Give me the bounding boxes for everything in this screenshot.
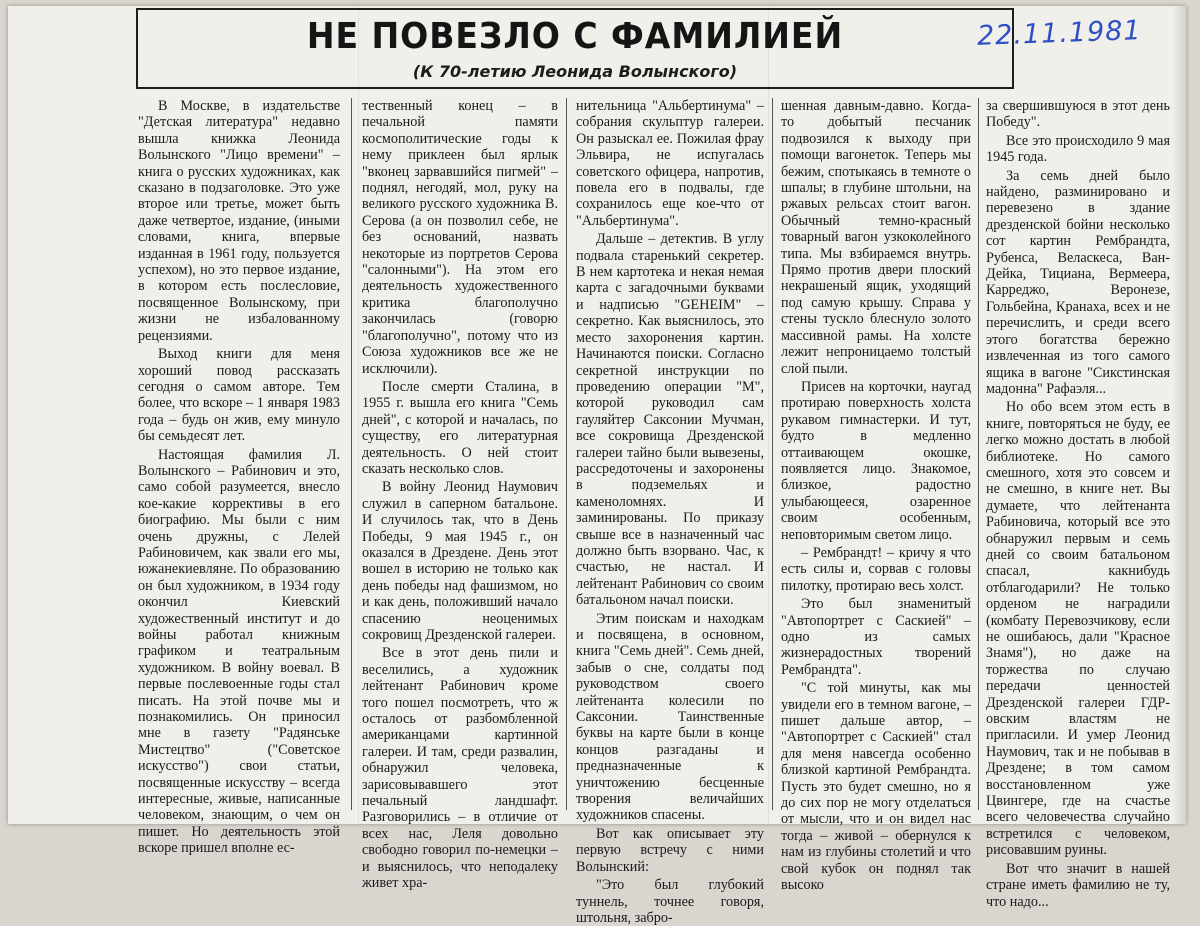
paper-crease	[768, 6, 769, 824]
article-paragraph: Настоящая фамилия Л. Волынского – Рабинович и это, само собой разумеется, внесло кое-какие коррективы в его биографию. Мы были с ним очень дружны, с Лелей Рабиновичем, как звали его мы, южанекиевляне. По образованию он был художником, в 1934 году окончил Киевский художественный институт и до войны работал книжным графиком и театральным художником. В войну воевал. В первые послевоенные годы стал писать. На этой почве мы и познакомились. Он приносил мне в газету "Радянське Мистецтво" ("Советское искусство") свои статьи, посвященные искусству – всегда интересные, живые, написанные человеком, знающим, о чем он пишет. Но деятельность этой вскоре пришел вполне ес-	[138, 446, 340, 857]
article-paragraph: шенная давным-давно. Когда-то добытый песчаник подвозился к выходу при помощи вагонеток. Теперь мы бежим, спотыкаясь в темноте о шпалы; в глубине штольни, на ржавых рельсах стоит вагон. Обычный темно-красный товарный вагон узкоколейного типа. Мы взбираемся внутрь. Прямо против двери плоский некрашеный ящик, уходящий под самую крышу. Справа у стены тускло блеснуло золото массивной рамы. На холсте лежит непроницаемо толстый слой пыли.	[781, 98, 971, 377]
article-column-1	[138, 98, 340, 857]
article-paragraph: После смерти Сталина, в 1955 г. вышла его книга "Семь дней", с которой и началась, по существу, его литературная деятельность. О ней стоит сказать несколько слов.	[362, 378, 558, 477]
article-paragraph: Вот как описывает эту первую встречу с ними Волынский:	[576, 825, 764, 875]
column-divider	[566, 98, 567, 810]
article-paragraph: В войну Леонид Наумович служил в саперном батальоне. И случилось так, что в День Победы, 9 мая 1945 г., он оказался в Дрездене. День этот вошел в историю не только как день победы над фашизмом, но и как день, положивший начало спасению неоценимых сокровищ Дрезденской галереи.	[362, 479, 558, 643]
article-column-2	[362, 98, 558, 892]
article-paragraph: тественный конец – в печальной памяти космополитические годы к нему приклеен был ярлык "вконец зарвавшийся пигмей" – поднял, негодяй, мол, руку на великого русского художника В. Серова (а он позволил себе, не без оснований, назвать некоторые из портретов Серова "салонными"). На этом его деятельность художественного критика благополучно закончилась (говорю "благополучно", потому что из Союза художников все же не исключили).	[362, 98, 558, 377]
column-divider	[351, 98, 352, 810]
article-paragraph: Все это происходило 9 мая 1945 года.	[986, 132, 1170, 166]
article-column-5	[986, 98, 1170, 910]
article-paragraph: Все в этот день пили и веселились, а художник лейтенант Рабинович кроме того пошел посмотреть, что ж осталось от разбомбленной американцами картинной галереи. И там, среди развалин, обнаружил человека, зарисовывавшего этот печальный ландшафт. Разговорились – в отличие от всех нас, Леля довольно свободно говорил по-немецки – и выяснилось, что неподалеку живет хра-	[362, 645, 558, 892]
article-paragraph: за свершившуюся в этот день Победу".	[986, 98, 1170, 131]
article-paragraph: – Рембрандт! – кричу я что есть силы и, сорвав с головы пилотку, протираю весь холст.	[781, 544, 971, 594]
column-divider	[978, 98, 979, 810]
article-paragraph: Выход книги для меня хороший повод рассказать сегодня о самом авторе. Тем более, что вскоре – 1 января 1983 года – будь он жив, ему минуло бы семьдесят лет.	[138, 346, 340, 445]
article-subtitle: (К 70-летию Леонида Волынского)	[412, 62, 738, 81]
article-paragraph: нительница "Альбертинума" – собрания скульптур галереи. Он разыскал ее. Пожилая фрау Эльвира, не испугалась советского офицера, напротив, повела его в подвалы, где сохранилось еще кое-что от "Альбертинума".	[576, 98, 764, 229]
article-paragraph: Этим поискам и находкам и посвящена, в основном, книга "Семь дней". Семь дней, забыв о сне, солдаты под руководством своего лейтенанта колесили по Саксонии. Таинственные буквы на карте были в конце концов разгаданы и предназначенные к уничтожению бесценные творения величайших художников спасены.	[576, 610, 764, 824]
handwritten-date: 22.11.1981	[976, 15, 1143, 52]
article-column-4	[781, 98, 971, 894]
newspaper-clipping	[8, 6, 1186, 926]
article-paragraph: За семь дней было найдено, разминировано и перевезено в здание дрезденской бойни несколько сот картин Рембрандта, Рубенса, Веласкеса, Ван-Дейка, Тициана, Вермеера, Карреджо, Веронезе, Гольбейна, Кранаха, всех и не перечислить, и среди всего этого богатства бережно извлеченная из того самого ящика в вагоне "Сикстинская мадонна" Рафаэля...	[986, 167, 1170, 397]
article-paragraph: Вот что значит в нашей стране иметь фамилию не ту, что надо...	[986, 860, 1170, 910]
article-column-3	[576, 98, 764, 926]
paper-crease	[358, 6, 359, 824]
article-paragraph: Но обо всем этом есть в книге, повторяться не буду, ее легко можно достать в любой библиотеке. Но самого смешного, хотя это совсем и не смешно, в книге нет. Вы думаете, что лейтенанта Рабиновича, который все это обнаружил первым и семь дней со своим батальоном спасал, какнибудь отблагодарили? Не только орденом не наградили (комбату Перевозчикову, если не ошибаюсь, дали "Красное Знамя"), но даже на торжества по случаю передачи ценностей Дрезденской галереи ГДР-овским властям не пригласили. И умер Леонид Наумович, так и не побывав в Дрездене; в том самом восстановленном уже Цвингере, где на счастье всего человечества случайно встретился с человеком, рисовавшим руины.	[986, 399, 1170, 859]
article-paragraph: Присев на корточки, наугад протираю поверхность холста рукавом гимнастерки. И тут, будто в медленно оттаивающем окошке, появляется лицо. Знакомое, близкое, радостно улыбающееся, озаренное своим особенным, неповторимым светом лицо.	[781, 378, 971, 543]
article-headline: НЕ ПОВЕЗЛО С ФАМИЛИЕЙ	[306, 16, 844, 57]
article-paragraph: Дальше – детектив. В углу подвала старенький секретер. В нем картотека и некая немая карта с загадочными буквами и надписью "GEHEIM" – секретно. Как выяснилось, это место захоронения картин. Начинаются поиски. Согласно секретной инструкции по проведению операции "М", которой руководил сам гауляйтер Саксонии Мучман, все сокровища Дрезденской галереи тайно были вывезены, рассредоточены и захоронены в подземельях и каменоломнях. И заминированы. По приказу свыше все в назначенный час должно быть взорвано. Час, к счастью, не настал. И лейтенант Рабинович со своим батальоном начал поиски.	[576, 231, 764, 609]
article-paragraph: "С той минуты, как мы увидели его в темном вагоне, – пишет дальше автор, – "Автопортрет с Саскией" стал для меня навсегда особенно близкой картиной Рембрандта. Пусть это будет смешно, но я до сих пор не могу отделаться от мысли, что и он видел нас тогда – живой – обернулся к нам из глубины столетий и что свой кубок он поднял так высоко	[781, 680, 971, 894]
article-paragraph: Это был знаменитый "Автопортрет с Саскией" – одно из самых жизнерадостных творений Рембрандта".	[781, 596, 971, 678]
page-edge-shadow	[1172, 6, 1186, 824]
headline-box	[136, 8, 1014, 89]
column-divider	[772, 98, 773, 810]
article-paragraph: В Москве, в издательстве "Детская литература" недавно вышла книжка Леонида Волынского "Лицо времени" – книга о русских художниках, как сказано в подзаголовке. Это уже второе или третье, может быть даже четвертое, издание, (иными словами, книга, впервые изданная в 1961 году, пользуется успехом), но это первое издание, в котором есть послесловие, посвященное Волынскому, при жизни не избалованному рецензиями.	[138, 98, 340, 344]
article-paragraph: "Это был глубокий туннель, точнее говоря, штольня, забро-	[576, 877, 764, 926]
